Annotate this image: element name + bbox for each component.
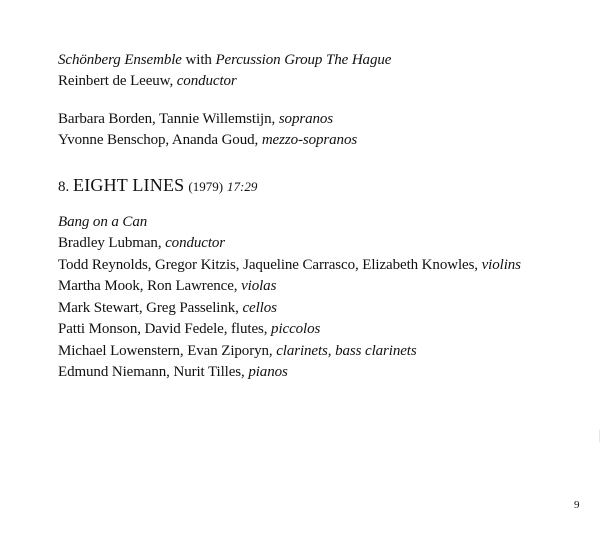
performer-role: conductor: [165, 235, 226, 251]
performer-name: Bradley Lubman,: [58, 235, 166, 251]
performer-names: Martha Mook, Ron Lawrence,: [58, 278, 242, 294]
track-duration: 17:29: [227, 179, 258, 194]
performer-names: Todd Reynolds, Gregor Kitzis, Jaqueline Carrasco, Elizabeth Knowles,: [58, 257, 482, 273]
performer-role: conductor: [176, 73, 237, 89]
track-title: EIGHT LINES: [73, 175, 185, 195]
performer-role: violas: [241, 278, 277, 294]
performer-names: Patti Monson, David Fedele, flutes,: [58, 321, 272, 337]
performer-names: Mark Stewart, Greg Passelink,: [58, 300, 243, 316]
performer-names: Barbara Borden, Tannie Willemstijn,: [58, 111, 279, 127]
performer-role: cellos: [242, 300, 277, 316]
mezzo-sopranos-credit-line: [58, 130, 357, 150]
ensemble-credit-line: [58, 50, 391, 70]
performer-role: sopranos: [278, 111, 334, 127]
ensemble-name-line: Bang on a Can: [58, 214, 148, 230]
clarinets-credit-line: [58, 341, 417, 361]
performer-role: pianos: [248, 364, 288, 380]
performer-role: piccolos: [271, 321, 321, 337]
performer-role: mezzo-sopranos: [261, 132, 358, 148]
performer-role: clarinets, bass clarinets: [276, 343, 417, 359]
conductor-credit-line: [58, 71, 237, 91]
connector-text: with: [181, 52, 216, 68]
performer-names: Yvonne Benschop, Ananda Goud,: [58, 132, 262, 148]
violins-credit-line: [58, 255, 521, 275]
cellos-credit-line: [58, 298, 277, 318]
performer-name: Reinbert de Leeuw,: [58, 73, 177, 89]
guest-ensemble-name: Percussion Group The Hague: [215, 52, 392, 68]
violas-credit-line: [58, 276, 276, 296]
conductor-credit-line: [58, 233, 225, 253]
pianos-credit-line: [58, 362, 288, 382]
flutes-credit-line: [58, 319, 320, 339]
track-heading: [58, 175, 257, 196]
sopranos-credit-line: [58, 109, 333, 129]
ensemble-name: Schönberg Ensemble: [58, 52, 182, 68]
performer-names: Michael Lowenstern, Evan Ziporyn,: [58, 343, 277, 359]
track-number: 8.: [58, 179, 73, 195]
page-number: 9: [574, 499, 580, 511]
performer-names: Edmund Niemann, Nurit Tilles,: [58, 364, 249, 380]
performer-role: violins: [481, 257, 521, 273]
track-year: (1979): [188, 179, 224, 194]
